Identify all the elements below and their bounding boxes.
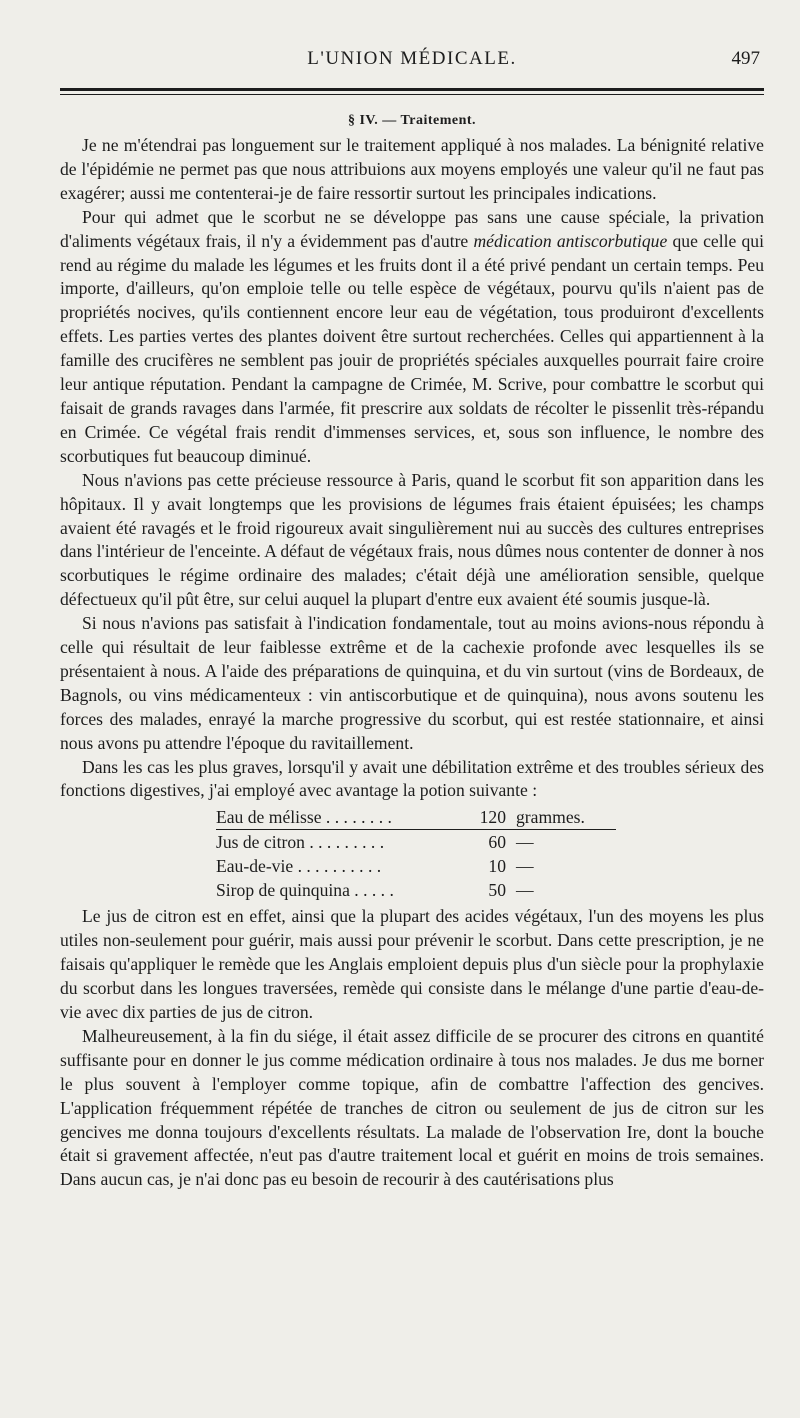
paragraph-3-text: Nous n'avions pas cette précieuse ressource à Paris, quand le scorbut fit son apparition dans les hôpitaux. Il y avait longtemps que les provisions de légumes frais étaient épuisées; les champs avaient été ravagés et le froid rigoureux avait singulièrement nui au succès des cultures entreprises dans l'intérieur de l'enceinte. A défaut de végétaux frais, nous dûmes nous contenter de donner à nos scorbutiques le régime ordinaire des malades; c'était déjà une amélioration sensible, quelque défectueux qu'il pût être, sur celui auquel la plupart d'entre eux avaient été soumis jusque-là. bbox=[60, 469, 765, 610]
ingredient-quantity: 50 bbox=[488, 880, 506, 901]
ingredient-unit: grammes. bbox=[516, 807, 585, 828]
paragraph-2-text-start: Pour qui admet que le scorbut ne se développe pas sans une cause spéciale, la privation d'aliments végétaux frais, il n'y a évidemment pas d'autre bbox=[60, 206, 764, 251]
ingredient-quantity: 60 bbox=[488, 832, 506, 853]
page-number: 497 bbox=[731, 48, 760, 69]
paragraph-1 bbox=[60, 134, 764, 206]
header-rule-thin bbox=[60, 94, 764, 95]
ingredient-name: Eau de mélisse . . . . . . . . bbox=[216, 807, 392, 828]
paragraph-7-text: Malheureusement, à la fin du siége, il était assez difficile de se procurer des citrons en quantité suffisante pour en donner le jus comme médication ordinaire à tous nos malades. Je dus me borner le plus souvent à l'employer comme topique, afin de combattre l'affection des gencives. L'application fréquemment répétée de tranches de citron ou seulement de jus de citron sur les gencives me donna toujours d'excellents résultats. La malade de l'observation Ire, dont la bouche était si gravement affectée, n'eut pas d'autre traitement local et guérit en moins de trois semaines. Dans aucun cas, je n'ai donc pas eu besoin de recourir à des cautérisations plus bbox=[60, 1025, 764, 1190]
paragraph-4 bbox=[60, 612, 764, 755]
formula-row bbox=[216, 854, 764, 878]
paragraph-3 bbox=[60, 469, 764, 612]
paragraph-1-text: Je ne m'étendrai pas longuement sur le traitement appliqué à nos malades. La bénignité relative de l'épidémie ne permet pas que nous attribuions aux moyens employés une valeur qu'il ne faut pas exagérer; aussi me contenterai-je de faire ressortir surtout les principales indications. bbox=[60, 135, 764, 203]
page-header bbox=[60, 48, 764, 78]
formula-row bbox=[216, 830, 764, 854]
ingredient-unit: — bbox=[516, 832, 534, 853]
ingredient-quantity: 120 bbox=[479, 807, 506, 828]
ingredient-unit: — bbox=[516, 856, 534, 877]
paragraph-5 bbox=[60, 756, 764, 804]
paragraph-6 bbox=[60, 905, 764, 1025]
paragraph-6-text: Le jus de citron est en effet, ainsi que la plupart des acides végétaux, l'un des moyens les plus utiles non-seulement pour guérir, mais aussi pour prévenir le scorbut. Dans cette prescription, je ne faisais qu'appliquer le remède que les Anglais emploient depuis plus d'un siècle pour la prophylaxie du scorbut dans les longues traversées, remède qui consiste dans le mélange d'une partie d'eau-de-vie avec dix parties de jus de citron. bbox=[60, 906, 764, 1022]
ingredient-quantity: 10 bbox=[488, 856, 506, 877]
header-rule-thick bbox=[60, 88, 764, 91]
paragraph-2-text-end: que celle qui rend au régime du malade les légumes et les fruits dont il a été privé pendant un certain temps. Peu importe, d'ailleurs, qu'on emploie telle ou telle espèce de végétaux, pourvu qu'ils n'aient pas de propriétés nocives, qu'ils contiennent encore leur eau de végétation, tous produiront d'excellents effets. Les parties vertes des plantes doivent être surtout recherchées. Celles qui appartiennent à la famille des crucifères ne semblent pas jouir de propriétés spéciales auxquelles pourrait faire croire leur antique réputation. Pendant la campagne de Crimée, M. Scrive, pour combattre le scorbut qui faisait de grands ravages dans l'armée, fit prescrire aux soldats de récolter le pissenlit très-répandu en Crimée. Ce végétal frais rendit d'immenses services, et, sous son influence, le nombre des scorbutiques fut beaucoup diminué. bbox=[60, 230, 764, 466]
paragraph-5-text: Dans les cas les plus graves, lorsqu'il y avait une débilitation extrême et des troubles sérieux des fonctions digestives, j'ai employé avec avantage la potion suivante : bbox=[60, 756, 764, 801]
journal-title: L'UNION MÉDICALE. bbox=[307, 48, 517, 69]
ingredient-name: Jus de citron . . . . . . . . . bbox=[216, 832, 385, 853]
formula-row bbox=[216, 878, 764, 902]
prescription-formula bbox=[60, 805, 764, 902]
ingredient-name: Eau-de-vie . . . . . . . . . . bbox=[216, 856, 382, 877]
paragraph-2 bbox=[60, 206, 764, 469]
section-heading: § IV. — Traitement. bbox=[347, 113, 477, 128]
paragraph-4-text: Si nous n'avions pas satisfait à l'indication fondamentale, tout au moins avions-nous répondu à celle qui résultait de leur faiblesse extrême et de la cachexie profonde avec lesquelles ils se présentaient à nous. A l'aide des préparations de quinquina, et du vin surtout (vins de Bordeaux, de Bagnols, ou vins médicamenteux : vin antiscorbutique et de quinquina), nous avons soutenu les forces des malades, enrayé la marche progressive du scorbut, qui est restée stationnaire, et ainsi nous avons pu attendre l'époque du ravitaillement. bbox=[60, 613, 764, 753]
ingredient-unit: — bbox=[516, 880, 534, 901]
paragraph-2-italic-term: médication antiscorbutique bbox=[473, 230, 668, 251]
paragraph-7 bbox=[60, 1025, 764, 1192]
ingredient-name: Sirop de quinquina . . . . . bbox=[216, 880, 394, 901]
formula-row bbox=[216, 805, 764, 829]
article-body bbox=[60, 110, 764, 1192]
